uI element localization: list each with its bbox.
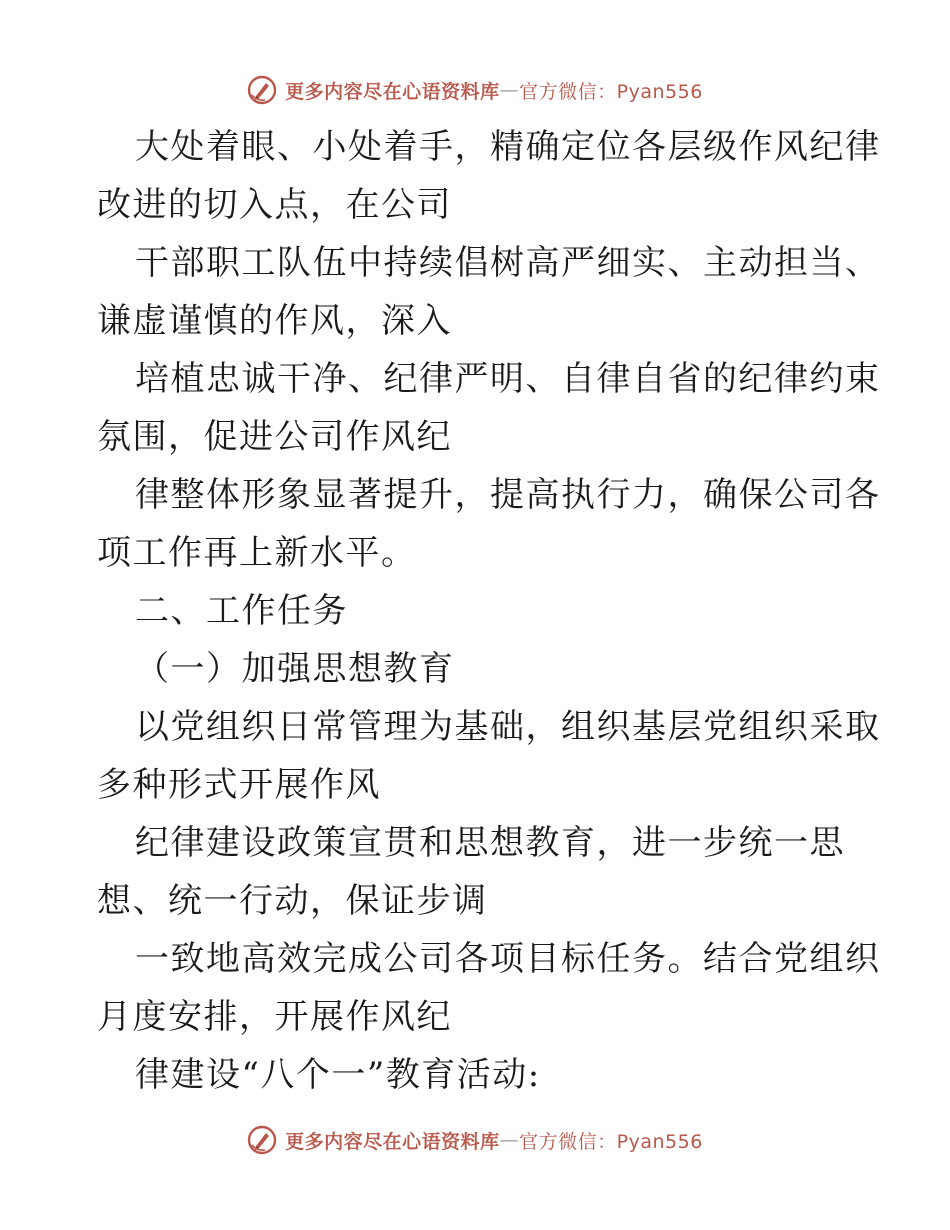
body-line: 纪律建设政策宣贯和思想教育，进一步统一思 <box>135 823 845 863</box>
body-line: 律整体形象显著提升，提高执行力，确保公司各 <box>135 475 881 515</box>
subsection-heading: （一）加强思想教育 <box>135 649 455 689</box>
body-line: 培植忠诚干净、纪律严明、自律自省的纪律约束 <box>135 359 881 399</box>
body-line: 以党组织日常管理为基础，组织基层党组织采取 <box>135 707 881 747</box>
watermark-contact: 官方微信：Pyan556 <box>519 1130 703 1153</box>
watermark-text: 更多内容尽在心语资料库 <box>285 80 500 103</box>
body-line: 谦虚谨慎的作风，深入 <box>97 301 452 341</box>
pen-logo-icon <box>247 75 277 105</box>
body-line: 想、统一行动，保证步调 <box>97 881 488 921</box>
watermark-separator: — <box>499 79 520 101</box>
body-line: 一致地高效完成公司各项目标任务。结合党组织 <box>135 939 881 979</box>
body-line: 律建设“八个一”教育活动: <box>135 1055 541 1095</box>
watermark-contact: 官方微信：Pyan556 <box>519 80 703 103</box>
body-line: 项工作再上新水平。 <box>97 533 417 573</box>
body-line: 月度安排，开展作风纪 <box>97 997 452 1037</box>
body-line: 大处着眼、小处着手，精确定位各层级作风纪律 <box>135 127 881 167</box>
body-line: 多种形式开展作风 <box>97 765 381 805</box>
body-line: 氛围，促进公司作风纪 <box>97 417 452 457</box>
document-body <box>97 118 881 1104</box>
watermark-separator: — <box>499 1129 520 1151</box>
watermark-text: 更多内容尽在心语资料库 <box>285 1130 500 1153</box>
body-line: 改进的切入点，在公司 <box>97 185 452 225</box>
header-watermark <box>0 70 950 110</box>
section-heading: 二、工作任务 <box>135 591 348 631</box>
body-line: 干部职工队伍中持续倡树高严细实、主动担当、 <box>135 243 881 283</box>
footer-watermark <box>0 1120 950 1160</box>
pen-logo-icon <box>247 1125 277 1155</box>
